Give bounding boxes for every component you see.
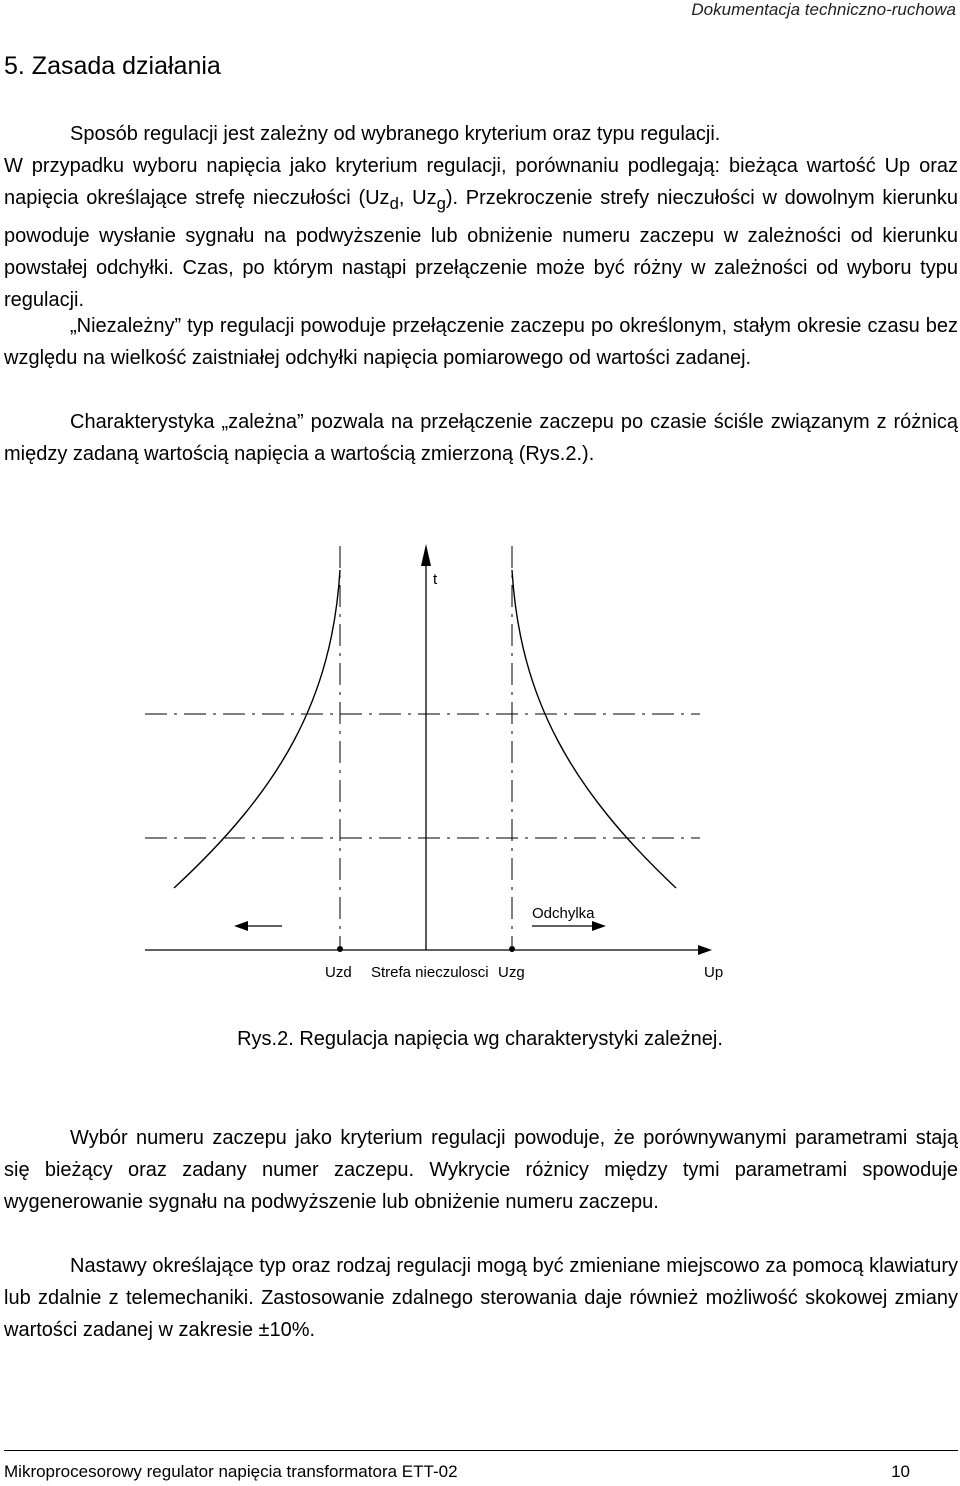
up-label: Up	[704, 964, 724, 981]
page-number: 10	[891, 1462, 910, 1481]
uzg-label: Uzg	[498, 964, 525, 981]
uzg-point	[509, 946, 515, 952]
footer-divider	[4, 1450, 958, 1451]
figure-caption: Rys.2. Regulacja napięcia wg charakterystyki zależnej.	[237, 1028, 723, 1050]
section-title: 5. Zasada działania	[4, 52, 221, 80]
deviation-arrowhead	[592, 921, 606, 931]
paragraph-tap-text: Wybór numeru zaczepu jako kryterium regulacji powoduje, że porównywanymi parametrami stają się bieżący oraz zadany numer zaczepu. Wykrycie różnicy między tymi parametrami spowoduje wygenerowanie sygnału na podwyższenie lub obniżenie numeru zaczepu.	[4, 1127, 958, 1213]
uzd-label: Uzd	[325, 964, 352, 981]
left-characteristic-curve	[174, 570, 340, 888]
paragraph-settings-text: Nastawy określające typ oraz rodzaj regulacji mogą być zmieniane miejscowo za pomocą klawiatury lub zdalnie z telemechaniki. Zastosowanie zdalnego sterowania daje również możliwość skokowej zmiany wartości zadanej w zakresie ±10%.	[4, 1255, 958, 1341]
footer-title: Mikroprocesorowy regulator napięcia transformatora ETT-02	[4, 1462, 458, 1481]
paragraph-independent-text: „Niezależny” typ regulacji powoduje przełączenie zaczepu po określonym, stałym okresie czasu bez względu na wielkość zaistniałej odchyłki napięcia pomiarowego od wartości zadanej.	[4, 315, 958, 369]
paragraph-dependent-text: Charakterystyka „zależna” pozwala na przełączenie zaczepu po czasie ściśle związanym z różnicą między zadaną wartością napięcia a wartością zmierzoną (Rys.2.).	[4, 411, 958, 465]
paragraph-settings	[4, 1250, 958, 1346]
right-characteristic-curve	[512, 570, 676, 888]
subscript-d: d	[389, 194, 399, 213]
uzd-point	[337, 946, 343, 952]
paragraph-voltage-text-a: W przypadku wyboru napięcia jako kryterium regulacji, porównaniu podlegają: bieżąca wartość Up oraz napięcia określające strefę nieczułości (Uz	[4, 155, 958, 209]
paragraph-tap-criterion	[4, 1122, 958, 1218]
baseline-arrowhead	[698, 945, 712, 955]
subscript-g: g	[436, 194, 446, 213]
t-axis-label: t	[433, 571, 438, 588]
paragraph-intro-text: Sposób regulacji jest zależny od wybranego kryterium oraz typu regulacji.	[70, 123, 721, 145]
t-axis-arrowhead	[421, 544, 431, 566]
paragraph-voltage-text-c: ). Przekroczenie strefy nieczułości w dowolnym kierunku powoduje wysłanie sygnału na podwyższenie lub obniżenie numeru zaczepu w zależności od kierunku powstałej odchyłki. Czas, po którym nastąpi przełączenie może być różny w zależności od wyboru typu regulacji.	[4, 187, 958, 311]
document-header: Dokumentacja techniczno-ruchowa	[691, 0, 956, 19]
paragraph-voltage-text-b: , Uz	[398, 187, 437, 209]
left-arrowhead	[234, 921, 248, 931]
deviation-label: Odchylka	[532, 905, 595, 922]
dead-zone-label: Strefa nieczulosci	[371, 964, 489, 981]
